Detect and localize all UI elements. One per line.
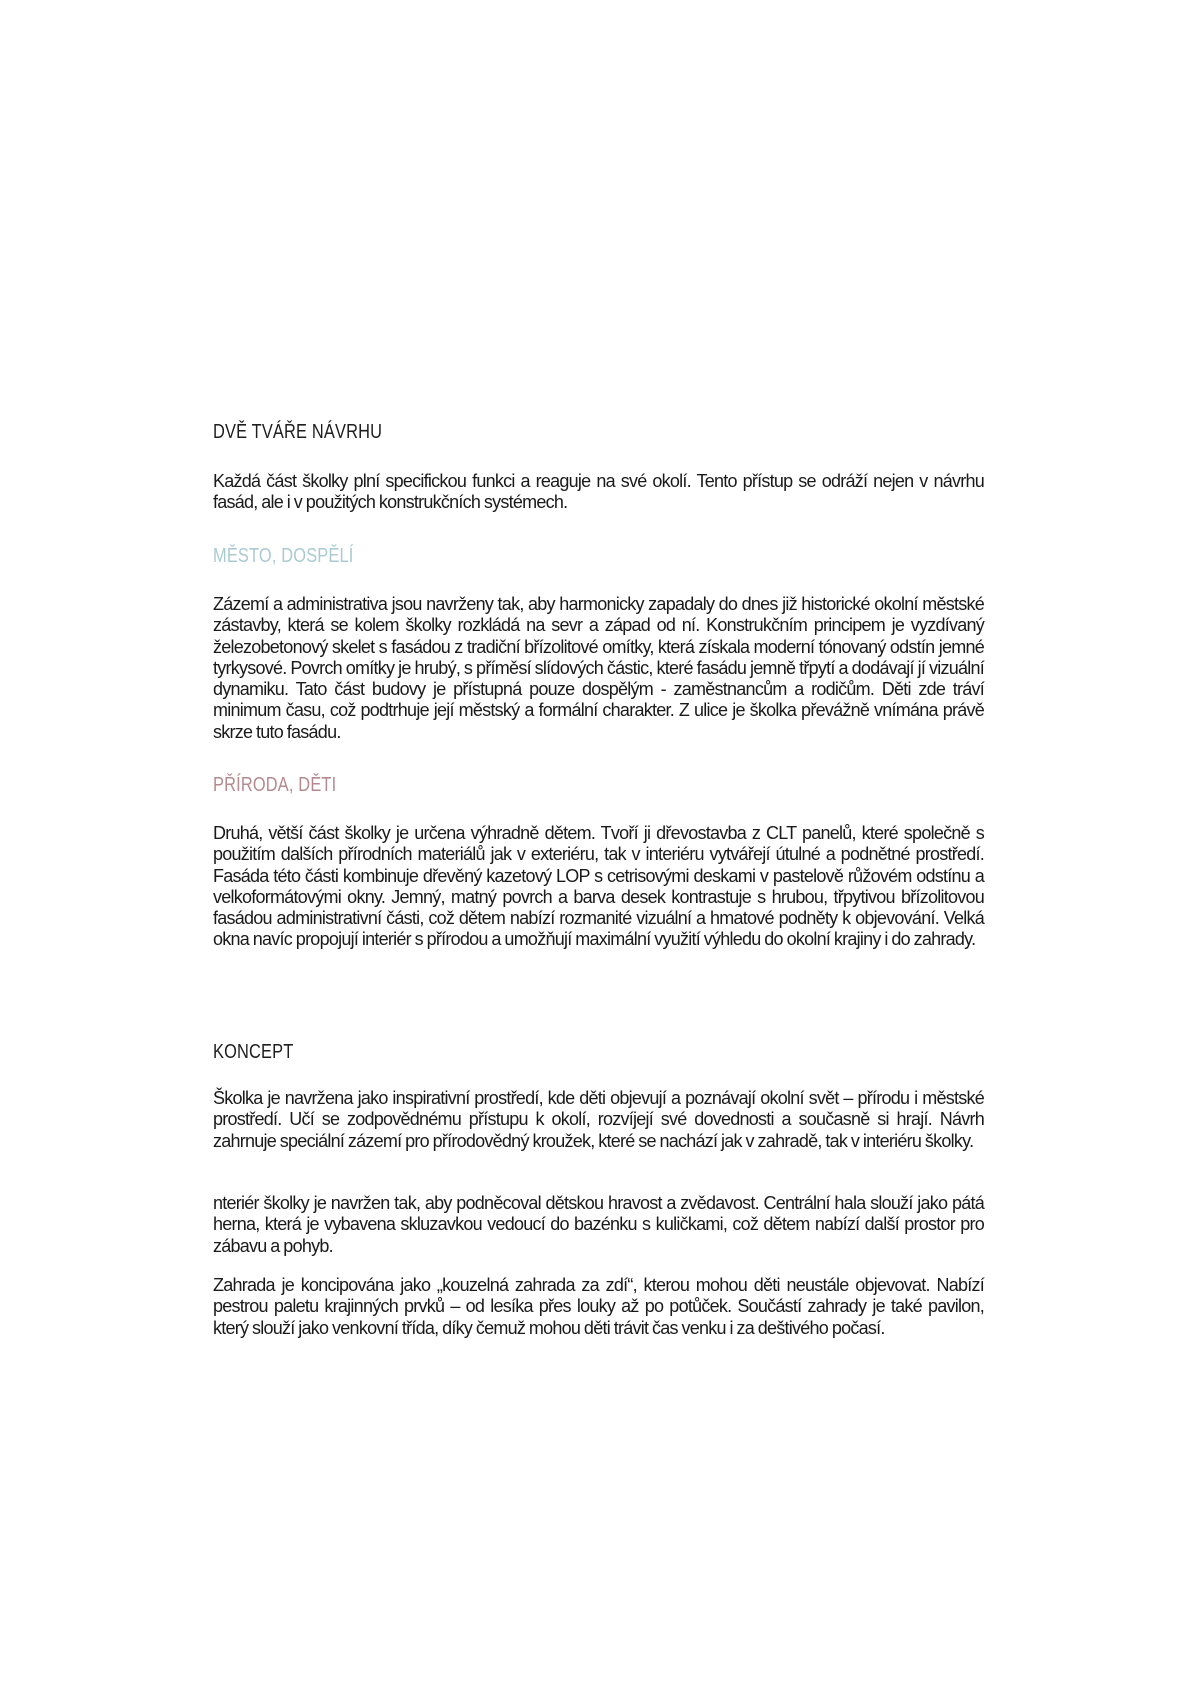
intro-paragraph: Každá část školky plní specifickou funkci a reaguje na své okolí. Tento přístup se odráží nejen v návrhu fasád, ale i v použitých konstrukčních systémech.	[213, 471, 984, 513]
section-heading-two-faces: DVĚ TVÁŘE NÁVRHU	[213, 421, 383, 443]
section-heading-nature-children: PŘÍRODA, DĚTI	[213, 774, 337, 796]
document-page	[213, 0, 984, 1683]
city-adults-paragraph: Zázemí a administrativa jsou navrženy tak, aby harmonicky zapadaly do dnes již historické okolní městské zástavby, která se kolem školky rozkládá na sevr a západ od ní. Konstrukčním principem je vyzdívaný železobetonový skelet s fasádou z tradiční břízolitové omítky, která získala moderní tónovaný odstín jemné tyrkysové. Povrch omítky je hrubý, s příměsí slídových částic, které fasádu jemně třpytí a dodávají jí vizuální dynamiku. Tato část budovy je přístupná pouze dospělým - zaměstnancům a rodičům. Děti zde tráví minimum času, což podtrhuje její městský a formální charakter. Z ulice je školka převážně vnímána právě skrze tuto fasádu.	[213, 594, 984, 742]
section-heading-concept: KONCEPT	[213, 1041, 294, 1063]
concept-paragraph-3: Zahrada je koncipována jako „kouzelná zahrada za zdí“, kterou mohou děti neustále objevovat. Nabízí pestrou paletu krajinných prvků – od lesíka přes louky až po potůček. Součástí zahrady je také pavilon, který slouží jako venkovní třída, díky čemuž mohou děti trávit čas venku i za deštivého počasí.	[213, 1275, 984, 1338]
section-heading-city-adults: MĚSTO, DOSPĚLÍ	[213, 545, 354, 567]
concept-paragraph-2: nteriér školky je navržen tak, aby podněcoval dětskou hravost a zvědavost. Centrální hala slouží jako pátá herna, která je vybavena skluzavkou vedoucí do bazénku s kuličkami, což dětem nabízí další prostor pro zábavu a pohyb.	[213, 1193, 984, 1256]
nature-children-paragraph: Druhá, větší část školky je určena výhradně dětem. Tvoří ji dřevostavba z CLT panelů, které společně s použitím dalších přírodních materiálů jak v exteriéru, tak v interiéru vytvářejí útulné a podnětné prostředí. Fasáda této části kombinuje dřevěný kazetový LOP s cetrisovými deskami v pastelově růžovém odstínu a velkoformátovými okny. Jemný, matný povrch a barva desek kontrastuje s hrubou, třpytivou břízolitovou fasádou administrativní části, což dětem nabízí rozmanité vizuální a hmatové podněty k objevování. Velká okna navíc propojují interiér s přírodou a umožňují maximální využití výhledu do okolní krajiny i do zahrady.	[213, 823, 984, 950]
concept-paragraph-1: Školka je navržena jako inspirativní prostředí, kde děti objevují a poznávají okolní svět – přírodu i městské prostředí. Učí se zodpovědnému přístupu k okolí, rozvíjejí své dovednosti a současně si hrají. Návrh zahrnuje speciální zázemí pro přírodovědný kroužek, které se nachází jak v zahradě, tak v interiéru školky.	[213, 1088, 984, 1151]
